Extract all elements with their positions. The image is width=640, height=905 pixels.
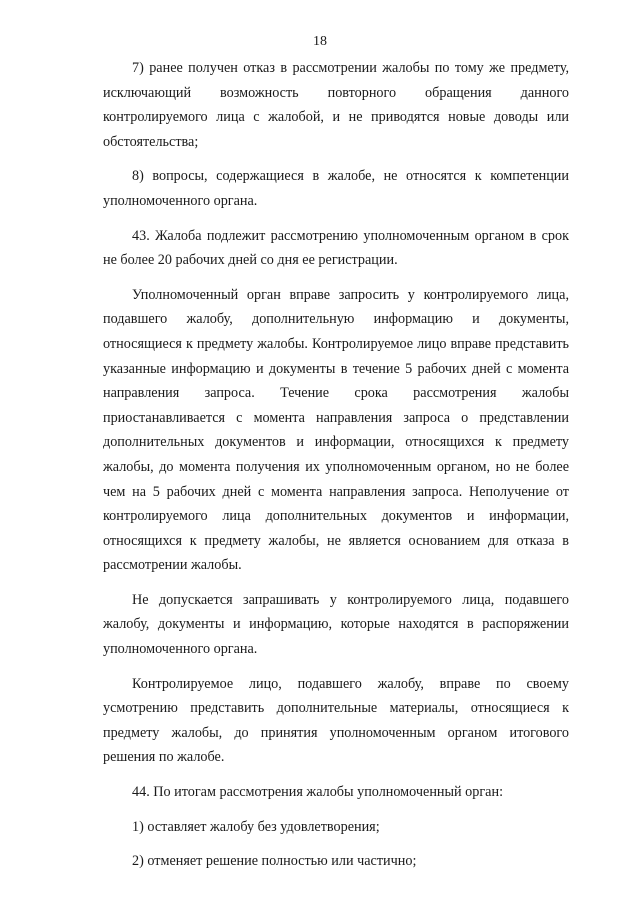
paragraph-section-44: 44. По итогам рассмотрения жалобы уполномоченный орган:: [132, 784, 504, 801]
paragraph-item-2: 2) отменяет решение полностью или частично;: [132, 853, 417, 870]
paragraph-item-7: 7) ранее получен отказ в рассмотрении жалобы по тому же предмету, исключающий возможность повторного обращения данного контролируемого лица с жалобой, и не приводятся новые доводы или обстоятельства;: [103, 60, 569, 150]
document-body: [103, 56, 569, 874]
paragraph-section-43: 43. Жалоба подлежит рассмотрению уполномоченным органом в срок не более 20 рабочих дней со дня ее регистрации.: [103, 227, 569, 269]
paragraph-prohibition: Не допускается запрашивать у контролируемого лица, подавшего жалобу, документы и информацию, которые находятся в распоряжении уполномоченного органа.: [103, 591, 569, 658]
paragraph-request-info: Уполномоченный орган вправе запросить у контролируемого лица, подавшего жалобу, дополнительную информацию и документы, относящиеся к предмету жалобы. Контролируемое лицо вправе представить указанные информацию и документы в течение 5 рабочих дней с момента направления запроса. Течение срока рассмотрения жалобы приостанавливается с момента направления запроса о представлении дополнительных документов и информации, относящихся к предмету жалобы, до момента получения их уполномоченным органом, но не более чем на 5 рабочих дней с момента направления запроса. Неполучение от контролируемого лица дополнительных документов и информации, относящихся к предмету жалобы, не является основанием для отказа в рассмотрении жалобы.: [103, 286, 569, 574]
paragraph-additional-materials: Контролируемое лицо, подавшего жалобу, вправе по своему усмотрению представить дополнительные материалы, относящиеся к предмету жалобы, до принятия уполномоченным органом итогового решения по жалобе.: [103, 675, 569, 766]
paragraph-item-1: 1) оставляет жалобу без удовлетворения;: [132, 818, 380, 835]
paragraph-item-8: 8) вопросы, содержащиеся в жалобе, не относятся к компетенции уполномоченного органа.: [103, 168, 569, 209]
page-number: 18: [313, 34, 327, 49]
